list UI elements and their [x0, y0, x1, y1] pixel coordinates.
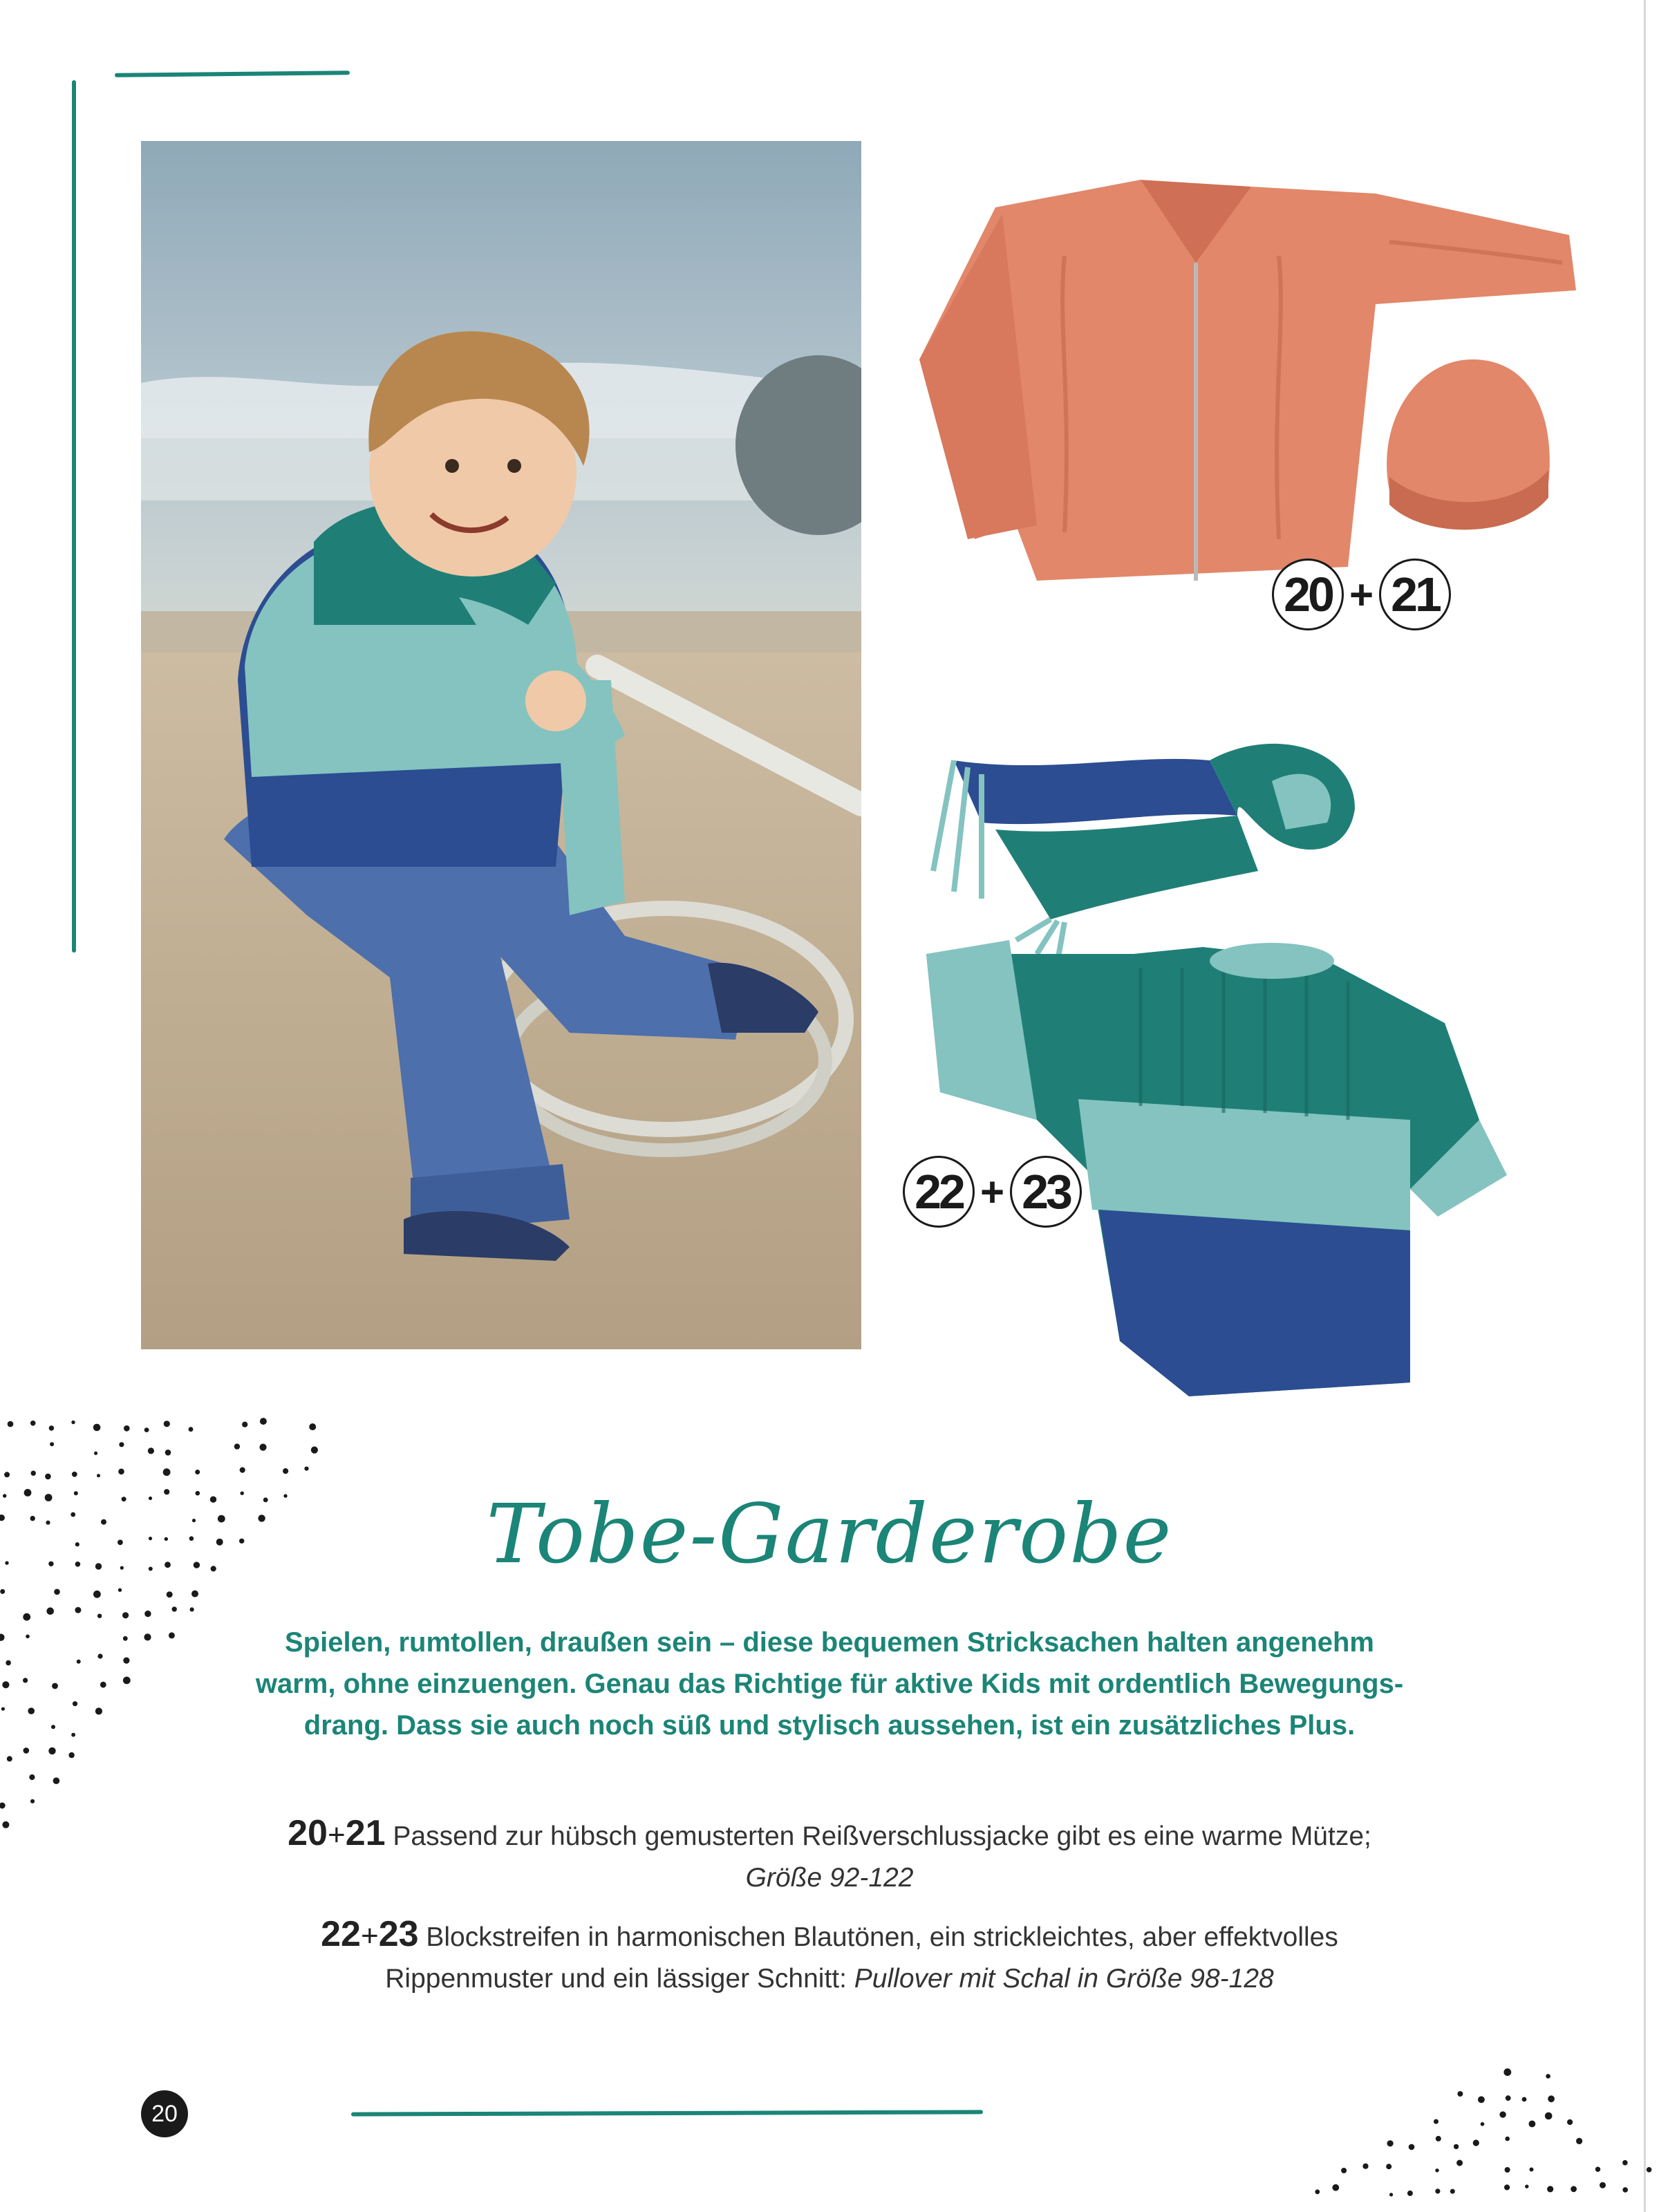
item-number [288, 1813, 385, 1853]
decorative-dot [54, 1589, 60, 1595]
decorative-dot [95, 1707, 102, 1714]
decorative-dot [1436, 2136, 1441, 2141]
item-number-a: 20 [288, 1813, 328, 1853]
badge-circle-21: 21 [1379, 559, 1451, 630]
decorative-dot [1525, 2184, 1528, 2188]
decorative-dot [52, 1683, 58, 1689]
decorative-dot [123, 1677, 131, 1685]
decorative-dot [1545, 2112, 1553, 2120]
badge-circle-22: 22 [903, 1156, 975, 1228]
decorative-dot [1530, 2168, 1534, 2172]
decorative-dot [1504, 2184, 1510, 2190]
decorative-dot [1434, 2119, 1438, 2124]
item-description-plain: Rippenmuster und ein lässiger Schnitt: [385, 1964, 854, 1994]
decorative-dot [309, 1423, 316, 1430]
decorative-dot [0, 1634, 5, 1641]
badge-plus: + [1349, 571, 1374, 618]
decorative-dot [0, 1589, 5, 1594]
decorative-dot [191, 1591, 198, 1597]
sweater-and-scarf-photo [912, 733, 1576, 1438]
decorative-dot [7, 1756, 12, 1761]
decorative-dot [94, 1452, 97, 1455]
decorative-dot [164, 1421, 170, 1427]
badge-20-21 [1272, 559, 1451, 630]
page-number: 20 [141, 2090, 188, 2137]
item-number-b: 21 [345, 1813, 386, 1853]
item-number-a: 22 [321, 1914, 361, 1954]
decorative-dot [1481, 2122, 1485, 2126]
decorative-dot [1362, 2164, 1368, 2169]
decorative-dot [93, 1591, 101, 1598]
decorative-dot [49, 1425, 54, 1430]
decorative-dot [259, 1444, 266, 1451]
decorative-dot [144, 1427, 149, 1432]
decorative-dot [304, 1467, 308, 1471]
decorative-dot [24, 1747, 30, 1754]
decorative-dot [51, 1725, 55, 1729]
decorative-dot [1595, 2167, 1600, 2172]
decorative-dot [234, 1443, 240, 1449]
decorative-dot [50, 1442, 54, 1446]
decorative-dot [97, 1474, 100, 1477]
decorative-left-line [72, 80, 76, 953]
decorative-dot [1505, 2167, 1510, 2173]
item-description: Passend zur hübsch gemusterten Reißverschlussjacke gibt es eine warme Mütze; [393, 1821, 1371, 1851]
item-line [228, 1958, 1431, 2000]
decorative-dot [1456, 2160, 1463, 2166]
decorative-top-line [115, 71, 350, 77]
decorative-dot [48, 1747, 55, 1754]
decorative-dot [2, 1681, 9, 1688]
decorative-dot [123, 1636, 128, 1641]
decorative-dot [1435, 2188, 1440, 2193]
decorative-dot [0, 1803, 6, 1809]
decorative-dot [148, 1447, 154, 1454]
decorative-dot [1450, 2189, 1455, 2194]
decorative-dot [8, 1421, 14, 1427]
decorative-dot [1576, 2138, 1582, 2144]
decorative-dot [1522, 2097, 1527, 2102]
decorative-dot [1571, 2186, 1577, 2192]
decorative-dot [1409, 2144, 1415, 2150]
decorative-dot [1529, 2121, 1536, 2128]
decorative-dot [23, 1678, 28, 1683]
badge-plus: + [980, 1168, 1005, 1215]
decorative-dot [1600, 2182, 1606, 2188]
item-number [321, 1914, 418, 1954]
decorative-dot [242, 1422, 247, 1427]
decorative-dot [1389, 2193, 1393, 2196]
decorative-dot [28, 1707, 35, 1714]
item-size: Pullover mit Schal in Größe 98-128 [854, 1964, 1274, 1994]
pattern-item-22-23 [228, 1913, 1431, 2000]
decorative-dot [45, 1474, 51, 1480]
decorative-dot [167, 1591, 173, 1597]
decorative-bottom-line [351, 2110, 983, 2116]
badge-circle-23: 23 [1010, 1156, 1082, 1228]
decorative-dot [2, 1821, 9, 1828]
decorative-dot [195, 1470, 200, 1474]
item-line [228, 1857, 1431, 1899]
item-number-b: 23 [378, 1914, 419, 1954]
decorative-dots-right [1217, 2067, 1659, 2212]
decorative-dot [71, 1421, 75, 1424]
decorative-dot [118, 1469, 124, 1475]
decorative-dot [1332, 2184, 1339, 2191]
decorative-dot [1505, 2137, 1510, 2141]
page-edge [1644, 0, 1646, 2212]
decorative-dot [1341, 2168, 1347, 2173]
decorative-dot [31, 1471, 36, 1476]
intro-line: warm, ohne einzuengen. Genau das Richtige für aktive Kids mit ordentlich Bewegungs- [255, 1669, 1404, 1699]
decorative-dot [77, 1660, 81, 1664]
decorative-dot [190, 1607, 194, 1611]
decorative-dot [1, 1707, 5, 1711]
page-title: Tobe-Garderobe [486, 1486, 1173, 1582]
decorative-dot [53, 1777, 60, 1784]
decorative-dot [68, 1752, 74, 1758]
decorative-dot [1546, 2074, 1550, 2079]
decorative-dot [1386, 2164, 1391, 2169]
item-number-plus: + [327, 1818, 346, 1852]
decorative-dot [46, 1607, 54, 1615]
badge-22-23 [903, 1156, 1082, 1228]
decorative-dot [1647, 2167, 1652, 2173]
decorative-dot [311, 1447, 318, 1454]
decorative-dot [1387, 2140, 1394, 2146]
item-description: Blockstreifen in harmonischen Blautönen, ein strickleichtes, aber effektvolles [426, 1922, 1338, 1952]
decorative-dot [189, 1427, 194, 1432]
decorative-dot [30, 1421, 36, 1426]
item-line [228, 1913, 1431, 1958]
intro-text [228, 1622, 1431, 1746]
decorative-dot [6, 1660, 11, 1666]
badge-circle-20: 20 [1272, 559, 1344, 630]
decorative-dot [124, 1425, 130, 1432]
beach-child-photo [141, 141, 861, 1349]
decorative-dot [165, 1450, 171, 1456]
decorative-dot [1407, 2191, 1413, 2196]
intro-line: Spielen, rumtollen, draußen sein – diese bequemen Stricksachen halten angenehm [285, 1627, 1374, 1658]
decorative-dot [26, 1635, 30, 1639]
decorative-dot [1506, 2095, 1511, 2101]
decorative-dot [260, 1418, 267, 1425]
decorative-dot [1478, 2097, 1485, 2103]
decorative-dot [169, 1632, 175, 1638]
decorative-dot [1622, 2160, 1628, 2166]
decorative-dot [30, 1799, 35, 1803]
decorative-dot [1547, 2186, 1553, 2192]
decorative-dot [97, 1614, 102, 1618]
decorative-dot [144, 1611, 151, 1617]
decorative-dot [93, 1424, 101, 1432]
decorative-dot [1503, 2068, 1511, 2076]
decorative-dot [23, 1613, 30, 1621]
decorative-dot [1315, 2189, 1320, 2194]
pattern-item-20-21 [228, 1812, 1431, 1899]
decorative-dot [118, 1588, 122, 1592]
decorative-dot [283, 1468, 288, 1474]
decorative-dot [1473, 2139, 1479, 2146]
decorative-dot [144, 1633, 151, 1640]
decorative-dot [1567, 2119, 1573, 2125]
decorative-dot [4, 1472, 10, 1477]
decorative-dot [1622, 2187, 1628, 2193]
decorative-dot [73, 1701, 77, 1706]
jacket-and-hat-photo [892, 152, 1583, 608]
decorative-dot [172, 1606, 177, 1611]
decorative-dot [1548, 2095, 1555, 2102]
decorative-dot [123, 1658, 129, 1664]
decorative-dot [97, 1653, 102, 1658]
decorative-dot [122, 1612, 129, 1618]
decorative-dot [100, 1682, 106, 1688]
decorative-dot [163, 1468, 171, 1476]
decorative-dot [119, 1442, 124, 1447]
intro-line: drang. Dass sie auch noch süß und stylisch aussehen, ist ein zusätzliches Plus. [303, 1710, 1356, 1741]
item-line [228, 1812, 1431, 1857]
decorative-dot [29, 1774, 35, 1780]
decorative-dot [1454, 2144, 1459, 2149]
decorative-dot [1457, 2091, 1463, 2097]
decorative-dot [240, 1468, 245, 1473]
decorative-dot [72, 1472, 77, 1477]
decorative-dot [75, 1607, 81, 1613]
decorative-dot [1435, 2168, 1438, 2172]
item-size: Größe 92-122 [745, 1863, 914, 1893]
item-number-plus: + [360, 1919, 379, 1953]
decorative-dot [71, 1733, 75, 1737]
decorative-dot [1499, 2111, 1506, 2117]
